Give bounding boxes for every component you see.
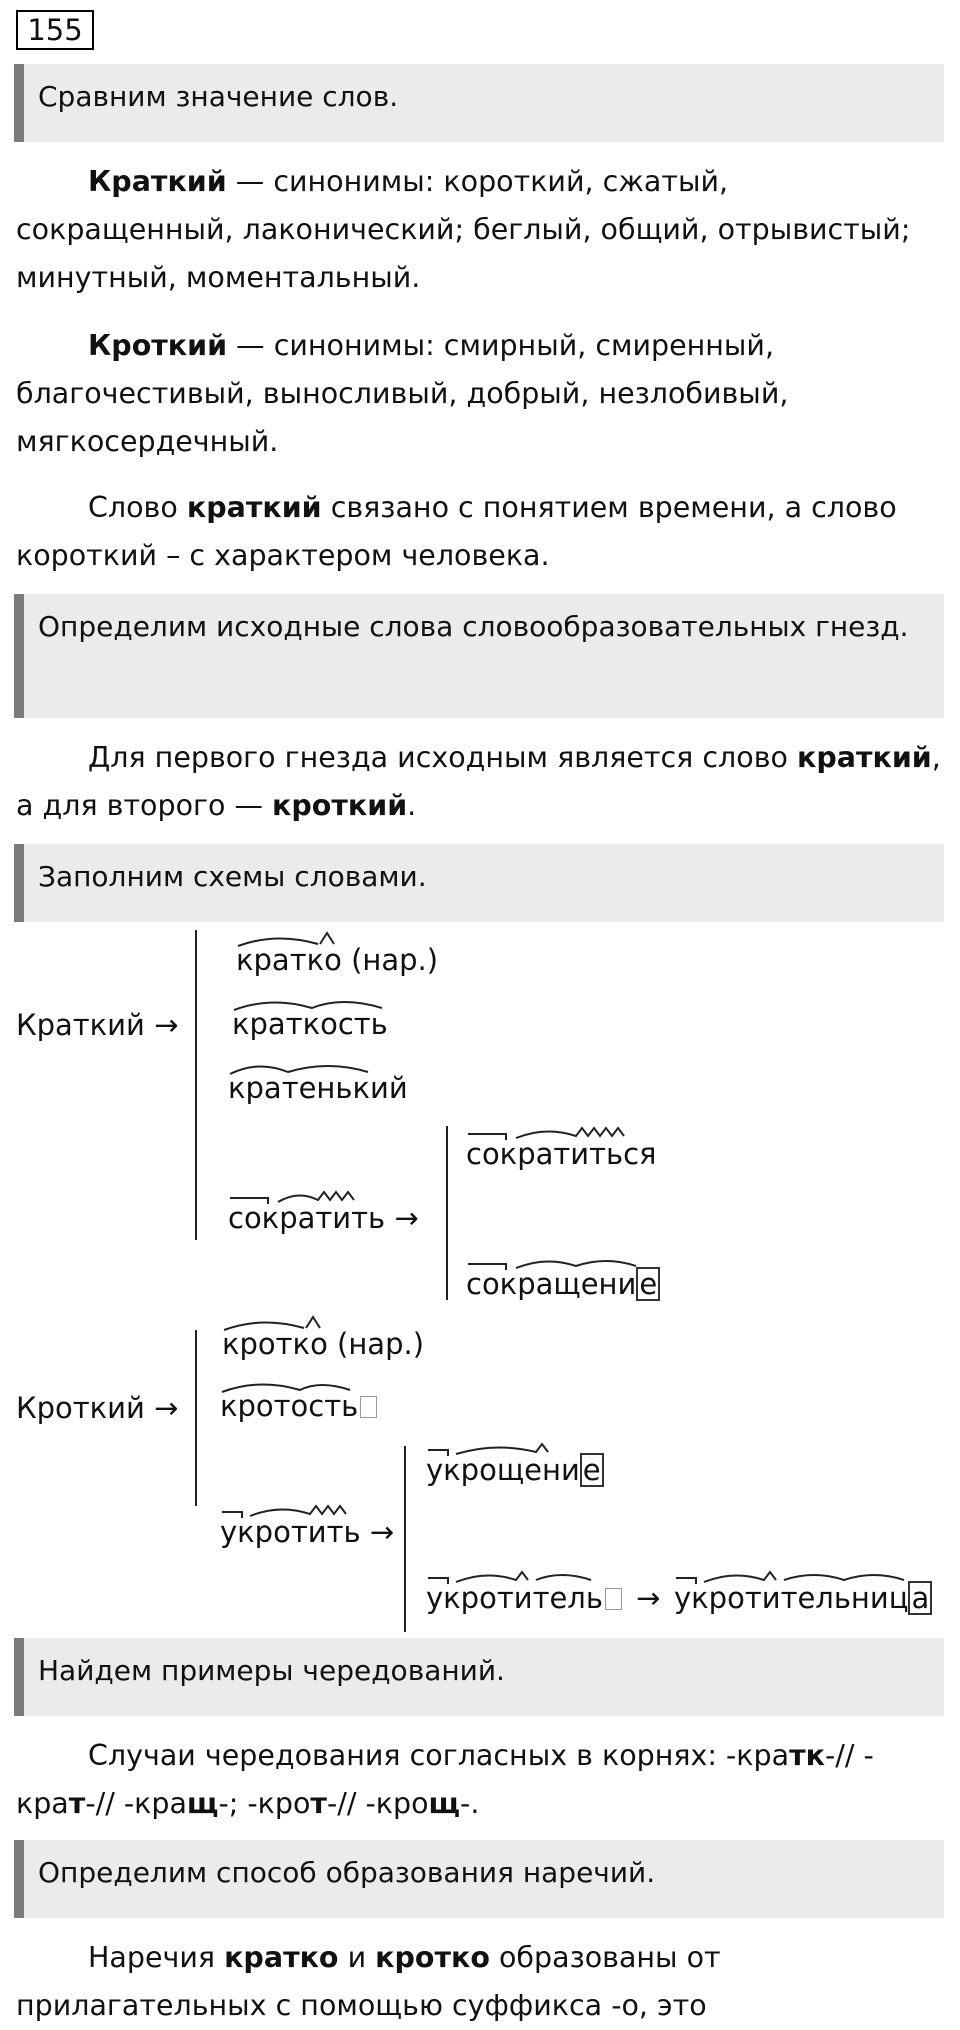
scheme1-root: Краткий →	[16, 1008, 179, 1042]
scheme2-word-ukrotit: укротить →	[220, 1515, 395, 1549]
paragraph-adverbs: Наречия кратко и кротко образованы от прилагательных с помощью суффикса -о, это	[16, 1941, 721, 2022]
section-header-compare: Сравним значение слов.	[14, 64, 944, 142]
scheme1-word-kratenkiy: кратенький	[228, 1071, 408, 1105]
zero-ending-box	[360, 1396, 377, 1418]
scheme2-word-ukrotitelnitsa: укротительниц а	[674, 1580, 932, 1616]
section-header-adverbs: Определим способ образования наречий.	[14, 1840, 944, 1918]
ending-box: е	[636, 1267, 660, 1301]
ending-box: а	[908, 1581, 932, 1615]
scheme2-sub-bracket	[404, 1446, 406, 1632]
section-header-source-words: Определим исходные слова словообразовательных гнезд.	[14, 594, 944, 718]
task-number: 155	[16, 10, 94, 50]
scheme2-word-krotko: кротко (нар.)	[222, 1327, 425, 1361]
scheme1-word-sokratitsya: сократиться	[466, 1137, 657, 1171]
scheme1-word-sokratit: сократить →	[228, 1201, 419, 1235]
term-kratkiy: Краткий	[88, 165, 227, 198]
scheme2-word-ukrotitel: укротитель	[426, 1580, 622, 1616]
paragraph-alternations: Случаи чередования согласных в корнях: -кратк-// - крат-// -кращ-; -крот-// -крощ-.	[16, 1739, 874, 1820]
scheme2-root: Кроткий →	[16, 1391, 179, 1425]
term-krotkiy: Кроткий	[88, 329, 228, 362]
ending-box: е	[580, 1453, 604, 1487]
scheme1-word-kratkost: краткость	[232, 1007, 388, 1041]
paragraph-krotkiy: Кроткий — синонимы: смирный, смиренный, благочестивый, выносливый, добрый, незлобивый, мягкосердечный.	[16, 329, 789, 458]
scheme1-word-sokrashchenie: сокращени е	[466, 1266, 660, 1302]
section-header-schemes: Заполним схемы словами.	[14, 844, 944, 922]
paragraph-source-words: Для первого гнезда исходным является слово краткий, а для второго — кроткий.	[16, 741, 941, 822]
paragraph-meaning: Слово краткий связано с понятием времени, а слово короткий – с характером человека.	[16, 491, 897, 572]
paragraph-kratkiy: Краткий — синонимы: короткий, сжатый, сокращенный, лаконический; беглый, общий, отрывистый; минутный, моментальный.	[16, 165, 911, 294]
scheme2-word-ukroshchenie: укрощени е	[426, 1452, 604, 1488]
scheme1-word-kratko: кратко (нар.)	[236, 943, 439, 977]
scheme2-word-krotost: кротость	[220, 1388, 377, 1424]
scheme2-arrow: →	[636, 1581, 661, 1615]
scheme2-bracket	[195, 1330, 197, 1506]
section-header-alternations: Найдем примеры чередований.	[14, 1638, 944, 1716]
scheme1-sub-bracket	[446, 1126, 448, 1300]
zero-ending-box	[605, 1588, 622, 1610]
scheme1-bracket	[195, 930, 197, 1240]
